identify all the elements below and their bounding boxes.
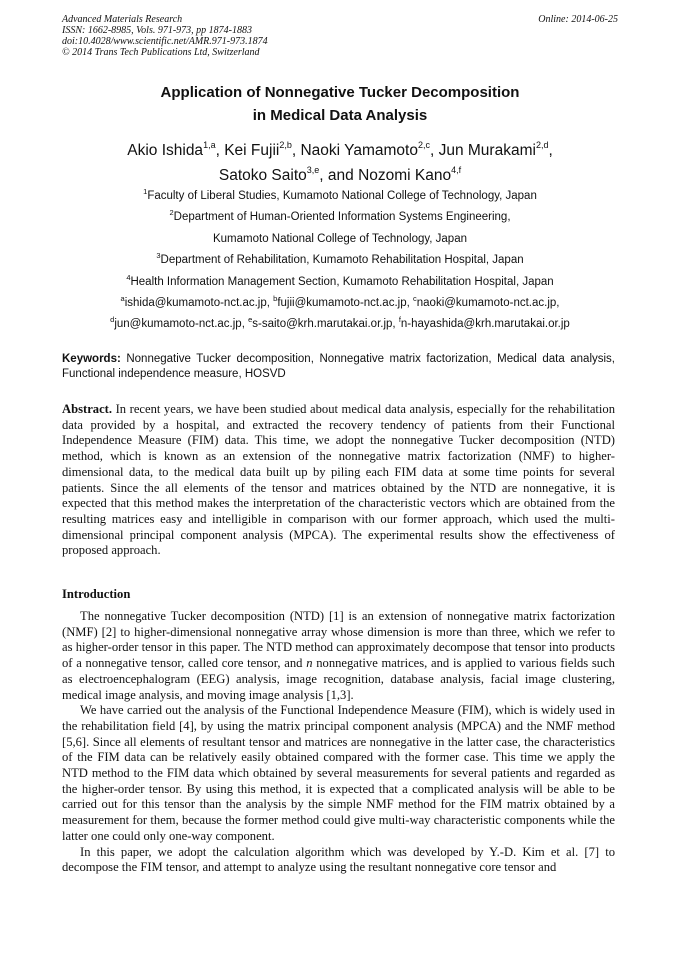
doi-line: doi:10.4028/www.scientific.net/AMR.971-973.1874 xyxy=(62,36,268,47)
intro-paragraph-3: In this paper, we adopt the calculation algorithm which was developed by Y.-D. Kim et al. [7] to decompose the FIM tensor, and attempt to analyze using the resultant nonnegative core tensor and xyxy=(62,844,615,875)
author-list xyxy=(62,138,618,188)
affiliation-2 xyxy=(62,207,618,228)
intro-paragraph-2: We have carried out the analysis of the Functional Independence Measure (FIM), which is widely used in the rehabilitation field [4], by using the matrix principal component analysis (MPCA) and the NMF method [5,6]. Since all elements of resultant tensor and matrices are nonnegative in the latter case, the characteristics of the FIM data can be relatively easily obtained compared with the former case. This time we apply the NTD method to the FIM data which obtained by several measurements for several patients and regarded as the higher-order tensor. By using this method, it is expected that a complicated analysis will be able to be carried out for this tensor than the analysis by the simple NMF method for the FIM matrix obtained by a measurement for them, because the former method could give multi-way characteristic components while the latter one could only one-way component. xyxy=(62,703,615,843)
author-name: Naoki Yamamoto xyxy=(300,142,418,159)
affiliation-4 xyxy=(62,272,618,293)
author-separator: , xyxy=(291,142,301,159)
author-separator: , and xyxy=(319,167,359,184)
author-sup: 3,e xyxy=(306,165,320,175)
author-line-1 xyxy=(62,138,618,163)
email-line-2: $^d$jun@kumamoto-nct.ac.jp, $^e$s-saito@krh.marutakai.or.jp, $^f$n-hayashida@krh.marutakai.or.jp xyxy=(110,315,570,331)
keywords-block xyxy=(62,352,615,382)
affiliation-sup: 2 xyxy=(169,208,174,218)
author-name: Nozomi Kano xyxy=(358,167,452,184)
author-separator: , xyxy=(215,142,225,159)
affiliations xyxy=(62,186,618,336)
author-separator: , xyxy=(429,142,439,159)
author-separator: , xyxy=(548,142,553,159)
email-c[interactable]: naoki@kumamoto-nct.ac.jp, xyxy=(416,297,560,310)
affiliation-2-cont xyxy=(62,229,618,250)
author-line-2 xyxy=(62,163,618,188)
intro-paragraph-1: The nonnegative Tucker decomposition (NTD) [1] is an extension of nonnegative matrix factorization (NMF) [2] to higher-dimensional nonnegative array whose dimension is more than three, which we refer to as higher-order tensor in this paper. The NTD method can approximately decompose that tensor into products of a nonnegative tensor, called core tensor, and n nonnegative matrices, and is applied to various fields such as electroencephalogram (EEG) analysis, image recognition, database analysis, facial image clustering, medical image analysis, and moving image analysis [1,3]. xyxy=(62,609,615,702)
issn-line: ISSN: 1662-8985, Vols. 971-973, pp 1874-1883 xyxy=(62,25,252,36)
affiliation-1 xyxy=(62,186,618,207)
variable-n: n xyxy=(306,656,313,671)
online-date: Online: 2014-06-25 xyxy=(538,14,618,25)
abstract-label: Abstract. xyxy=(62,402,113,416)
email-b[interactable]: fujii@kumamoto-nct.ac.jp, xyxy=(277,297,410,310)
keywords-label: Keywords: xyxy=(62,353,121,365)
email-a[interactable]: ishida@kumamoto-nct.ac.jp, xyxy=(124,297,270,310)
paper-title xyxy=(62,81,618,127)
title-line-2: in Medical Data Analysis xyxy=(252,107,428,124)
title-line-1: Application of Nonnegative Tucker Decomposition xyxy=(160,84,520,101)
author-sup: 2,b xyxy=(279,140,292,150)
email-line-1: $^a$ishida@kumamoto-nct.ac.jp, $^b$fujii@kumamoto-nct.ac.jp, $^c$naoki@kumamoto-nct.ac.jp, xyxy=(120,294,560,310)
introduction-heading: Introduction xyxy=(62,587,131,601)
affiliation-text: Health Information Management Section, Kumamoto Rehabilitation Hospital, Japan xyxy=(130,275,554,288)
affiliation-sup: 1 xyxy=(143,187,148,196)
affiliation-text: Kumamoto National College of Technology, Japan xyxy=(212,232,467,245)
journal-name: Advanced Materials Research xyxy=(62,14,183,25)
affiliation-text: Department of Human-Oriented Information Systems Engineering, xyxy=(173,211,511,224)
copyright-line: © 2014 Trans Tech Publications Ltd, Switzerland xyxy=(62,47,260,58)
affiliation-text: Faculty of Liberal Studies, Kumamoto National College of Technology, Japan xyxy=(147,190,537,202)
author-sup: 4,f xyxy=(451,165,462,175)
author-sup: 2,c xyxy=(417,140,430,150)
author-sup: 1,a xyxy=(203,140,216,150)
affiliation-sup: 4 xyxy=(126,272,131,282)
author-name: Akio Ishida xyxy=(127,142,204,159)
affiliation-3 xyxy=(62,250,618,271)
author-name: Satoko Saito xyxy=(218,167,307,184)
author-sup: 2,d xyxy=(535,140,549,150)
introduction-body xyxy=(62,609,615,876)
author-name: Jun Murakami xyxy=(438,142,536,159)
affiliation-sup: 3 xyxy=(156,251,161,261)
keywords-text: Nonnegative Tucker decomposition, Nonnegative matrix factorization, Medical data analysis, Functional independence measure, HOSVD xyxy=(62,353,616,380)
abstract-block xyxy=(62,402,615,559)
journal-header xyxy=(62,14,618,58)
email-d[interactable]: jun@kumamoto-nct.ac.jp, xyxy=(114,318,245,331)
email-f[interactable]: n-hayashida@krh.marutakai.or.jp xyxy=(400,318,570,331)
email-e[interactable]: s-saito@krh.marutakai.or.jp, xyxy=(252,318,396,331)
author-name: Kei Fujii xyxy=(224,142,280,159)
affiliation-text: Department of Rehabilitation, Kumamoto Rehabilitation Hospital, Japan xyxy=(160,254,524,267)
abstract-text: In recent years, we have been studied about medical data analysis, especially for the rehabilitation data provided by a hospital, and extracted the recovery tendency of patients from their Functional Independence Measure (FIM) data. This time, we adopt the nonnegative Tucker decomposition (NTD) method, which is known as an extension of the nonnegative matrix factorization (NMF) to higher-dimensional data, to the medical data built up by piling each FIM data at some time points for several patients. Since the all elements of the tensor and matrices obtained by the NTD are nonnegative, it is expected that this method makes the interpretation of the characteristic vectors which are obtained from the resulting matrices easy and intelligible in comparison with our former approach, which used the multi-dimensional principal component analysis (MPCA). The experimental results show the effectiveness of proposed approach. xyxy=(62,402,615,558)
